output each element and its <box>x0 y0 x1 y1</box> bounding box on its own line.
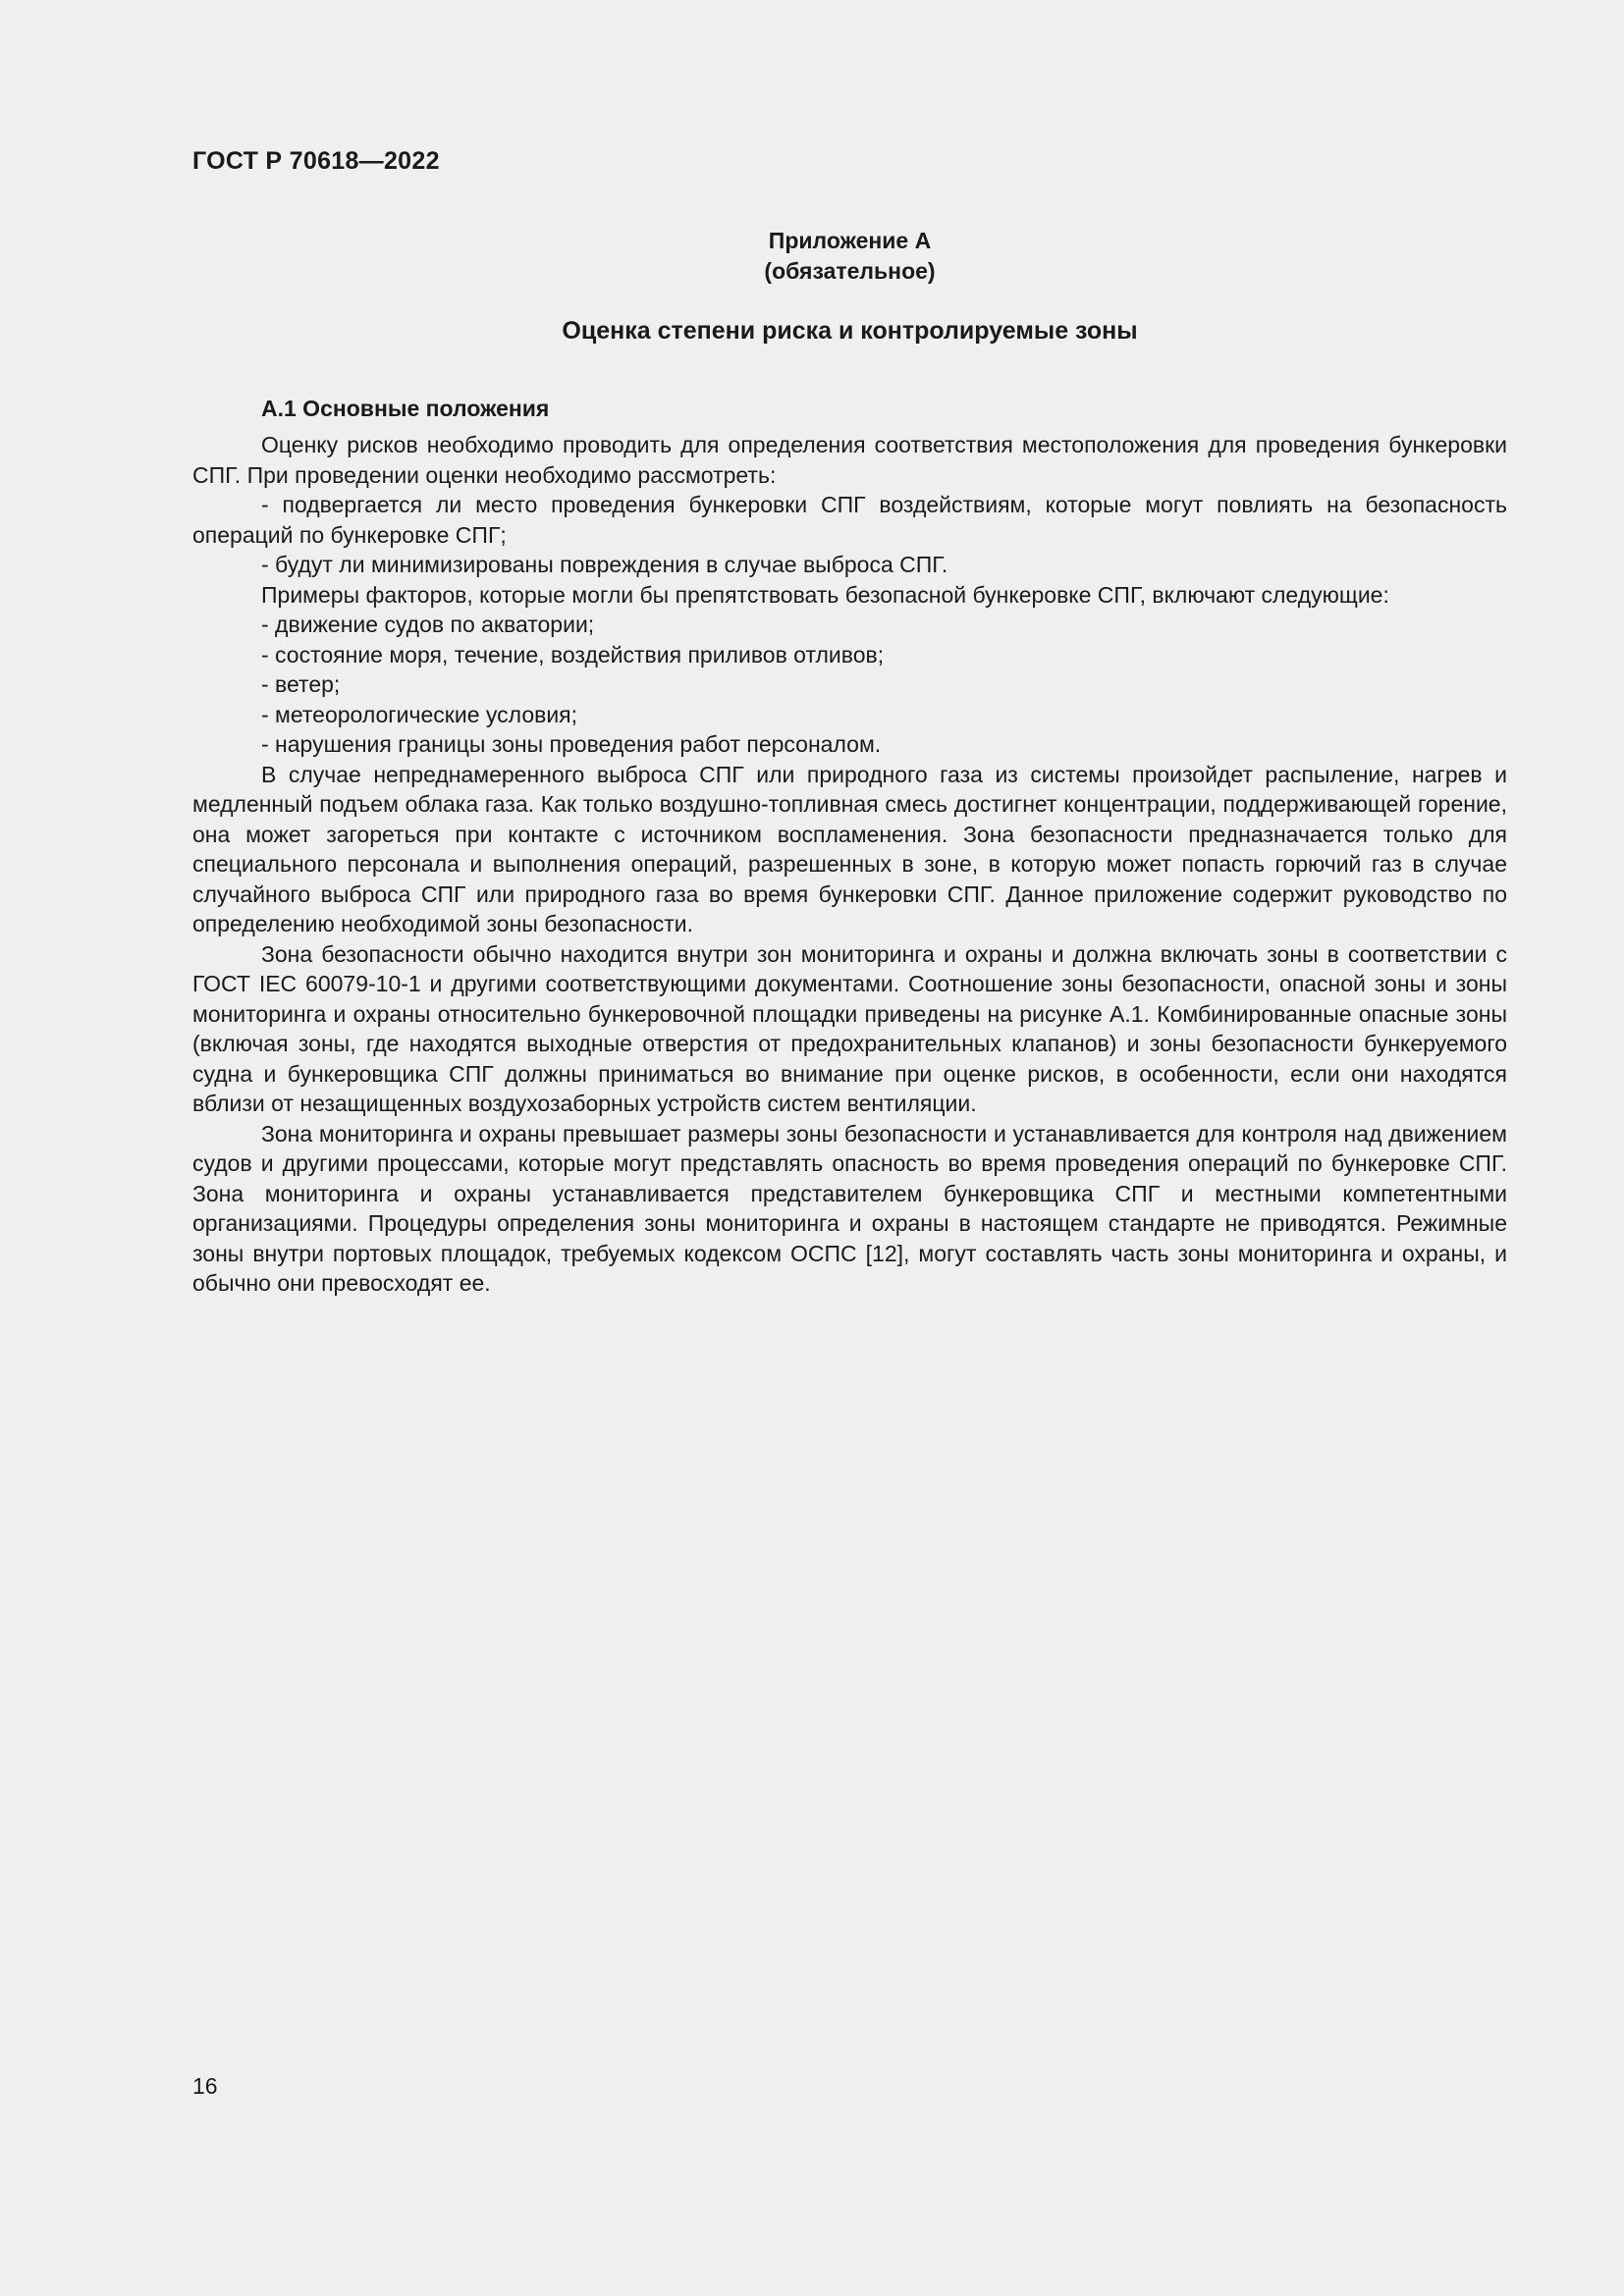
list-item-traffic: - движение судов по акватории; <box>261 612 595 637</box>
paragraph-safety-zone: Зона безопасности обычно находится внутри зон мониторинга и охраны и должна включать зоны в соответствии с ГОСТ IEC 60079-10-1 и другими соответствующими документами. Соотношение зоны безопасности, опасной зоны и зоны мониторинга и охраны относительно бункеровочной площадки приведены на рисунке А.1. Комбинированные опасные зоны (включая зоны, где находятся выходные отверстия от предохранительных клапанов) и зоны безопасности бункеруемого судна и бункеровщика СПГ должны приниматься во внимание при оценке рисков, в особенности, если они находятся вблизи от незащищенных воздухозаборных устройств систем вентиляции. <box>192 940 1507 1116</box>
paragraph-monitoring-zone: Зона мониторинга и охраны превышает размеры зоны безопасности и устанавливается для контроля над движением судов и другими процессами, которые могут представлять опасность во время проведения операций по бункеровке СПГ. Зона мониторинга и охраны устанавливается представителем бункеровщика СПГ и местными компетентными организациями. Процедуры определения зоны мониторинга и охраны в настоящем стандарте не приводятся. Режимные зоны внутри портовых площадок, требуемых кодексом ОСПС [12], могут составлять часть зоны мониторинга и охраны, и обычно они превосходят ее. <box>192 1120 1507 1296</box>
appendix-title <box>192 226 1507 287</box>
page-number: 16 <box>192 2073 218 2099</box>
section-body <box>192 430 1507 1299</box>
document-id-header: ГОСТ Р 70618—2022 <box>192 147 440 175</box>
list-item-wind: - ветер; <box>261 671 341 697</box>
paragraph-intro: Оценку рисков необходимо проводить для определения соответствия местоположения для проведения бункеровки СПГ. При проведении оценки необходимо рассмотреть: <box>192 432 1507 488</box>
paragraph-factors: Примеры факторов, которые могли бы препятствовать безопасной бункеровке СПГ, включают следующие: <box>261 581 1389 608</box>
list-item-exposure: - подвергается ли место проведения бункеровки СПГ воздействиям, которые могут повлиять на безопасность операций по бункеровке СПГ; <box>192 492 1507 548</box>
list-item-damage: - будут ли минимизированы повреждения в случае выброса СПГ. <box>261 552 948 577</box>
appendix-title-line1: Приложение А <box>768 228 932 253</box>
list-item-weather: - метеорологические условия; <box>261 701 578 727</box>
list-item-sea-state: - состояние моря, течение, воздействия приливов отливов; <box>261 641 885 667</box>
paragraph-release: В случае непреднамеренного выброса СПГ или природного газа из системы произойдет распыление, нагрев и медленный подъем облака газа. Как только воздушно-топливная смесь достигнет концентрации, поддерживающей горение, она может загореться при контакте с источником воспламенения. Зона безопасности предназначается только для специального персонала и выполнения операций, разрешенных в зоне, в которую может попасть горючий газ в случае случайного выброса СПГ или природного газа во время бункеровки СПГ. Данное приложение содержит руководство по определению необходимой зоны безопасности. <box>192 761 1507 936</box>
appendix-heading: Оценка степени риска и контролируемые зоны <box>562 317 1138 345</box>
section-heading: А.1 Основные положения <box>261 396 550 421</box>
appendix-title-line2: (обязательное) <box>764 258 936 284</box>
list-item-boundary: - нарушения границы зоны проведения работ персоналом. <box>261 731 882 757</box>
